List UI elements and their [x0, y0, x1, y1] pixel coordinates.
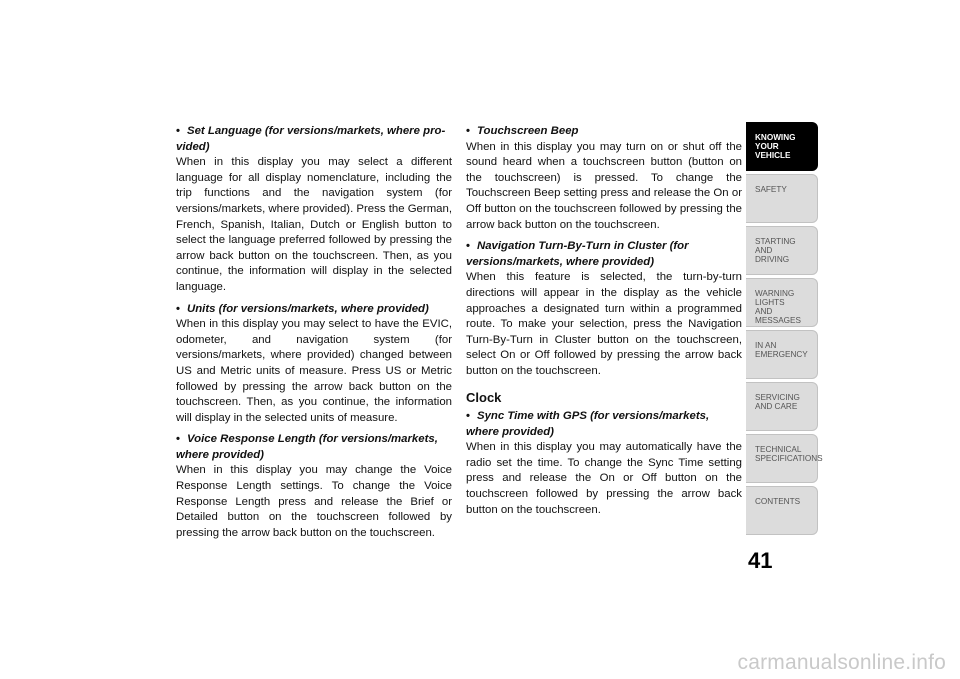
heading-line-2: versions/markets, where provided): [466, 255, 655, 268]
heading-line-1: Touchscreen Beep: [477, 125, 579, 137]
watermark: carmanualsonline.info: [737, 651, 946, 674]
heading-line-1: Navigation Turn-By-Turn in Cluster (for: [477, 240, 689, 253]
section-navigation-turn-by-turn: [466, 239, 742, 379]
section-heading: [176, 302, 452, 318]
chapter-tabs: [746, 122, 823, 538]
heading-line-1: Set Language (for versions/markets, where pro-: [187, 125, 446, 137]
bullet: •: [176, 302, 180, 315]
tab-knowing-your-vehicle[interactable]: KNOWING YOUR VEHICLE: [746, 122, 818, 171]
heading-line-2: vided): [176, 140, 210, 153]
section-body: When in this display you may select a different language for all display nomenclature, including the trip functions and the navigation system (for versions/markets, where provided). Press the German, French, Spanish, Italian, Dutch or English button to select the language preferred followed by pressing the arrow back button on the touchscreen. Then, as you continue, the information will display in the selected language.: [176, 156, 453, 293]
section-heading: [466, 239, 742, 270]
tab-servicing-and-care[interactable]: SERVICING AND CARE: [746, 382, 818, 431]
section-body: When this feature is selected, the turn-by-turn directions will appear in the display as the vehicle approaches a designated turn within a programmed route. To make your selection, press the Navigation Turn-By-Turn in Cluster button on the touchscreen, select On or Off followed by pressing the arrow back button on the touchscreen.: [466, 271, 742, 377]
heading-line-2: where provided): [466, 425, 554, 438]
section-heading: [466, 124, 742, 140]
section-voice-response-length: [176, 432, 452, 541]
clock-heading: Clock: [466, 389, 502, 405]
bullet: •: [176, 433, 180, 446]
bullet: •: [466, 240, 470, 253]
heading-line-2: where provided): [176, 448, 264, 461]
section-heading: [176, 432, 452, 463]
bullet: •: [466, 125, 470, 137]
tab-warning-lights-and-messages[interactable]: WARNING LIGHTS AND MESSAGES: [746, 278, 818, 327]
heading-line-1: Units (for versions/markets, where provided): [187, 302, 429, 315]
section-set-language: [176, 124, 452, 296]
tab-in-an-emergency[interactable]: IN AN EMERGENCY: [746, 330, 818, 379]
bullet: •: [176, 125, 180, 137]
section-sync-time-gps: [466, 409, 742, 518]
tab-starting-and-driving[interactable]: STARTING AND DRIVING: [746, 226, 818, 275]
left-column: [176, 124, 452, 547]
tab-technical-specifications[interactable]: TECHNICAL SPECIFICATIONS: [746, 434, 818, 483]
section-body: When in this display you may automatically have the radio set the time. To change the Sync Time setting press and release the On or Off button on the touchscreen followed by pressing the arrow back button on the touchscreen.: [466, 441, 742, 516]
page-number: 41: [748, 548, 773, 573]
heading-line-1: Sync Time with GPS (for versions/markets,: [477, 410, 710, 423]
section-body: When in this display you may turn on or shut off the sound heard when a touchscreen button (button on the touchscreen) is pressed. To change the Touchscreen Beep setting press and release the On or Off button on the touchscreen followed by pressing the arrow back button on the touchscreen.: [466, 140, 742, 231]
heading-line-1: Voice Response Length (for versions/markets,: [187, 433, 438, 446]
section-body: When in this display you may select to have the EVIC, odometer, and navigation system (for versions/markets, where provided) changed between US and Metric units of measure. Press US or Metric followed by pressing the arrow back button on the touchscreen. Then, as you continue, the information will display in the selected units of measure.: [176, 318, 452, 424]
section-heading: [176, 124, 452, 155]
tab-safety[interactable]: SAFETY: [746, 174, 818, 223]
section-units: [176, 302, 452, 427]
bullet: •: [466, 410, 470, 423]
tab-contents[interactable]: CONTENTS: [746, 486, 818, 535]
section-body: When in this display you may change the Voice Response Length settings. To change the Voice Response Length press and release the Brief or Detailed button on the touchscreen followed by pressing the arrow back button on the touchscreen.: [176, 464, 452, 539]
section-heading: [466, 409, 742, 440]
section-touchscreen-beep: [466, 124, 742, 233]
right-column: [466, 124, 742, 524]
